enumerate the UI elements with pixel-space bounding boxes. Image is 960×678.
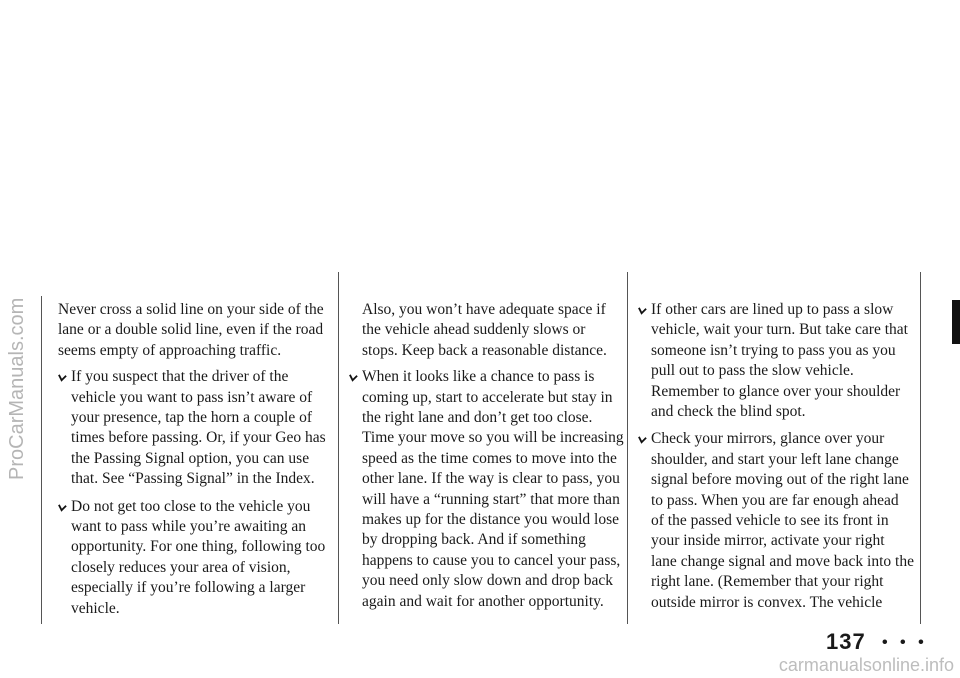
paragraph: Never cross a solid line on your side of the lane or a double solid line, even if the road seems empty of approaching traffic. [58, 301, 324, 359]
bullet-item [349, 367, 624, 612]
bullet-text: If other cars are lined up to pass a slow vehicle, wait your turn. But take care that someone isn’t trying to pass you as you pull out to pass the slow vehicle. Remember to glance over your shoulder and check the blind spot. [651, 301, 908, 421]
bullet-item [58, 367, 328, 489]
watermark-procarmanuals: ProCarManuals.com [6, 297, 28, 480]
text-column-3 [638, 300, 914, 620]
column-rule-middle-left [338, 272, 339, 624]
pencil-bullet-icon [638, 435, 647, 444]
column-rule-left [41, 296, 42, 624]
section-tab-marker [952, 300, 960, 344]
watermark-carmanualsonline: carmanualsonline.info [778, 655, 954, 675]
page-number-dots: • • • [882, 634, 928, 651]
pencil-bullet-icon [58, 503, 67, 512]
bullet-item [58, 497, 328, 619]
bullet-text: Check your mirrors, glance over your shoulder, and start your left lane change signal before moving out of the right lane to pass. When you are far enough ahead of the passed vehicle to see its front in your inside mirror, activate your right lane change signal and move back into the right lane. (Remember that your right outside mirror is convex. The vehicle [651, 430, 914, 611]
column-rule-middle-right [627, 272, 628, 624]
text-column-2 [349, 300, 624, 619]
page-number: 137 [826, 629, 866, 654]
bullet-text: If you suspect that the driver of the vehicle you want to pass isn’t aware of your presence, tap the horn a couple of times before passing. Or, if your Geo has the Passing Signal option, you can use that. See “Passing Signal” in the Index. [71, 368, 326, 488]
pencil-bullet-icon [58, 373, 67, 382]
bullet-item [638, 300, 914, 422]
paragraph: Also, you won’t have adequate space if the vehicle ahead suddenly slows or stops. Keep back a reasonable distance. [362, 301, 607, 359]
column-rule-right [920, 272, 921, 624]
pencil-bullet-icon [349, 373, 358, 382]
bullet-text: When it looks like a chance to pass is coming up, start to accelerate but stay in the right lane and don’t get too close. Time your move so you will be increasing speed as the time comes to move into the other lane. If the way is clear to pass, you will have a “running start” that more than makes up for the distance you would lose by dropping back. And if something happens to cause you to cancel your pass, you need only slow down and drop back again and wait for another opportunity. [362, 368, 624, 610]
pencil-bullet-icon [638, 306, 647, 315]
text-column-1 [58, 300, 328, 626]
bullet-item [638, 429, 914, 613]
bullet-text: Do not get too close to the vehicle you want to pass while you’re awaiting an opportunity. For one thing, following too closely reduces your area of vision, especially if you’re following a larger vehicle. [71, 497, 326, 617]
